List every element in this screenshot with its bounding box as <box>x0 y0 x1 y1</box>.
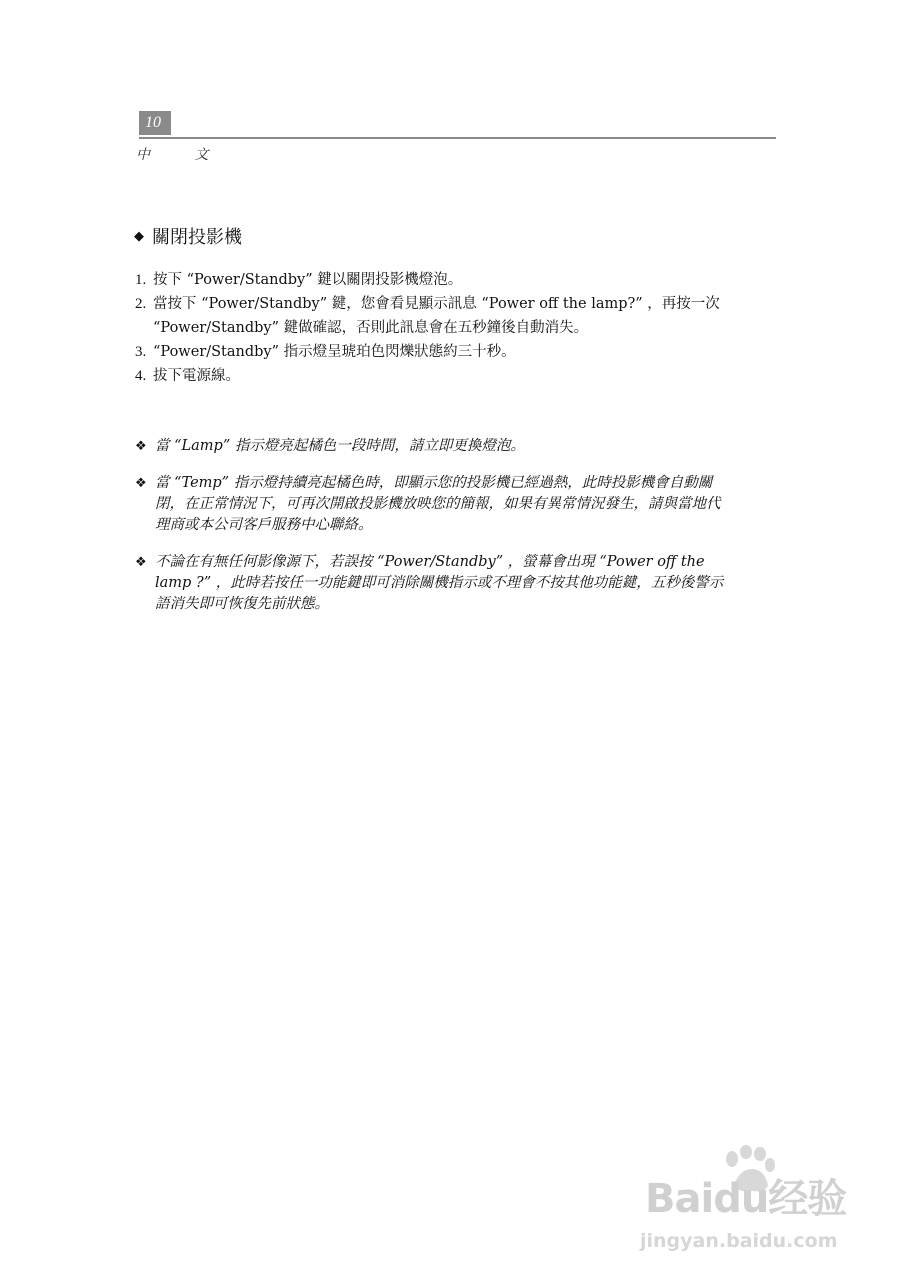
steps-list <box>135 268 755 388</box>
page-number-box <box>139 111 171 135</box>
step-number: 2. <box>135 296 147 312</box>
step-number: 3. <box>135 344 147 360</box>
four-diamond-bullet-icon: ❖ <box>135 476 147 491</box>
baidu-watermark <box>640 1145 855 1270</box>
step-text: 按下 “Power/Standby” 鍵以關閉投影機燈泡。 <box>153 272 463 288</box>
step-text: “Power/Standby” 指示燈呈琥珀色閃爍狀態約三十秒。 <box>153 344 516 360</box>
list-item <box>135 364 755 388</box>
step-text: 當按下 “Power/Standby” 鍵，您會看見顯示訊息 “Power off the lamp?” ，再按一次 “Power/Standby” 鍵做確認，否則此訊息會在五秒鐘後自動消失。 <box>153 296 720 336</box>
section-heading <box>134 223 242 249</box>
note-item <box>135 473 725 536</box>
note-text: 不論在有無任何影像源下，若誤按 “Power/Standby” ，螢幕會出現 “Power off the lamp ?” ，此時若按任一功能鍵即可消除關機指示或不理會不按其他功能鍵，五秒後警示語消失即可恢復先前狀態。 <box>155 554 724 612</box>
header-divider <box>139 137 776 139</box>
note-text: 當 “Temp” 指示燈持續亮起橘色時，即顯示您的投影機已經過熱，此時投影機會自動關閉，在正常情況下，可再次開啟投影機放映您的簡報，如果有異常情況發生，請與當地代理商或本公司客戶服務中心聯絡。 <box>155 475 721 533</box>
note-item <box>135 436 725 457</box>
list-item <box>135 292 755 340</box>
step-number: 1. <box>135 272 147 288</box>
note-item <box>135 552 725 615</box>
list-item <box>135 268 755 292</box>
watermark-url: jingyan.baidu.com <box>640 1230 838 1252</box>
four-diamond-bullet-icon: ❖ <box>135 555 147 570</box>
watermark-logo: Baidu经验 <box>645 1176 847 1222</box>
four-diamond-bullet-icon: ❖ <box>135 439 147 454</box>
section-title: 關閉投影機 <box>152 227 242 248</box>
note-text: 當 “Lamp” 指示燈亮起橘色一段時間，請立即更換燈泡。 <box>155 438 525 454</box>
language-label: 中 文 <box>136 147 229 163</box>
step-number: 4. <box>135 368 147 384</box>
step-text: 拔下電源線。 <box>153 368 240 384</box>
diamond-bullet-icon: ◆ <box>134 228 144 244</box>
list-item <box>135 340 755 364</box>
notes-list <box>135 436 725 631</box>
page-number: 10 <box>145 114 161 131</box>
